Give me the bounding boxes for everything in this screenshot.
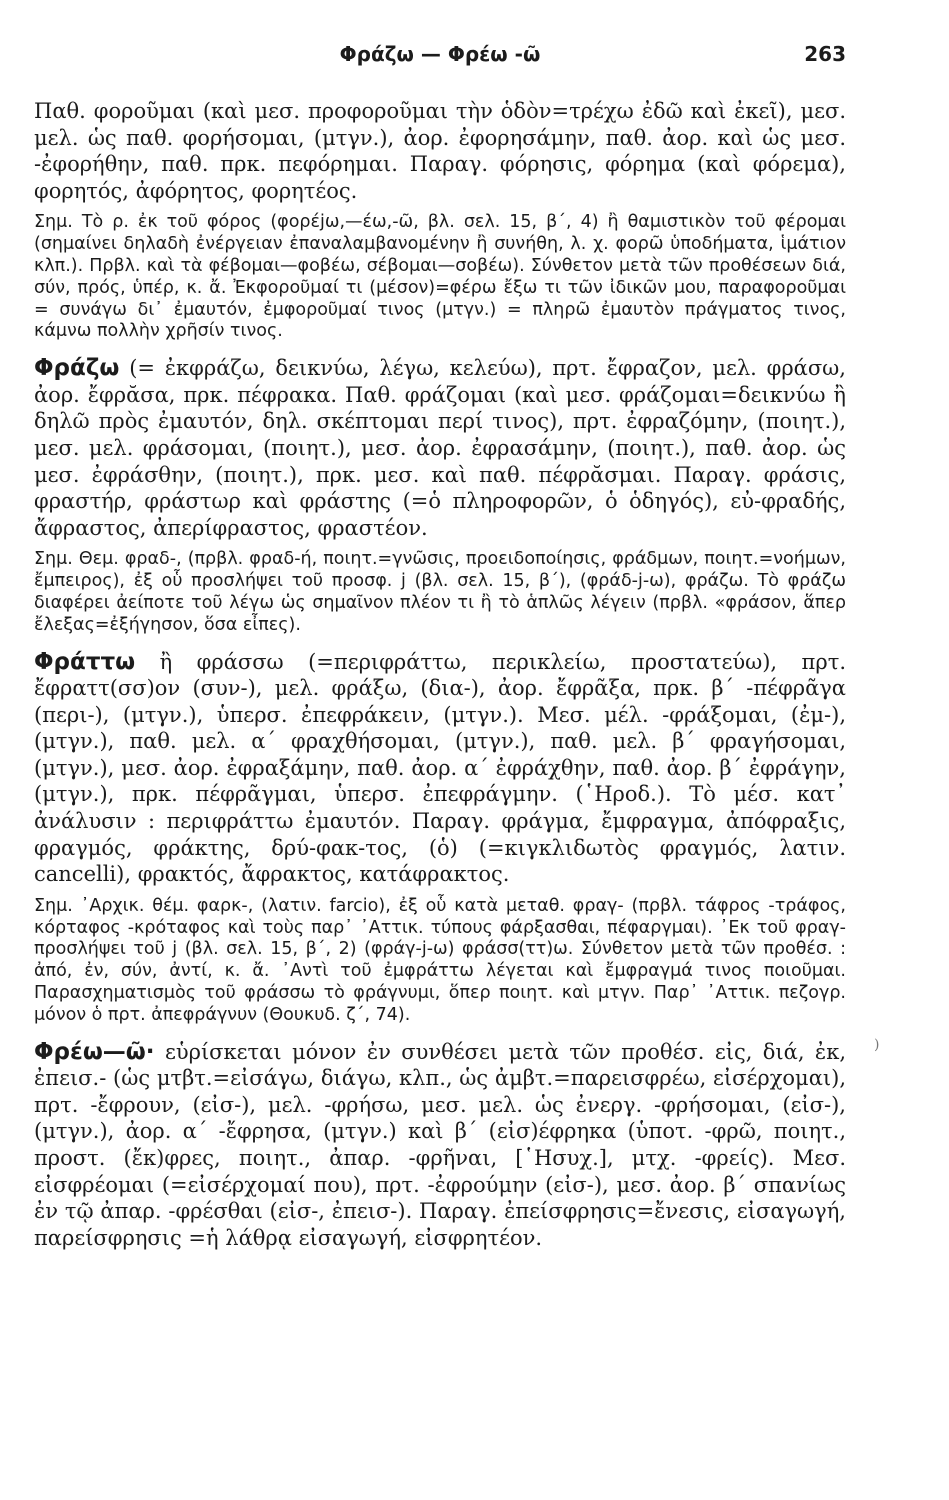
entry-text: εὑρίσκεται μόνον ἐν συνθέσει μετὰ τῶν προθέσ. εἰς, διά, ἐκ, ἐπεισ.- (ὡς μτβτ.=εἰσάγω, διάγω, κλπ., ὡς ἀμβτ.=παρεισφρέω, εἰσέρχομαι), πρτ. -ἔφρουν, (εἰσ-), μελ. -φρήσω, μεσ. μελ. ὡς ἐνεργ. -φρήσομαι, (εἰσ-), (μτγν.), ἀορ. α΄ -ἔφρησα, (μτγν.) καὶ β΄ (εἰσ)έφρηκα (ὑποτ. -φρῶ, ποιητ., προστ. (ἔκ)φρες, ποιητ., ἀπαρ. -φρῆναι, [῾Ησυχ.], μτχ. -φρείς). Μεσ. εἰσφρέομαι (=εἰσέρχομαί που), πρτ. -ἐφρούμην (εἰσ-), μεσ. ἀορ. β΄ σπανίως ἐν τῷ ἀπαρ. -φρέσθαι (εἰσ-, ἐπεισ-). Παραγ. ἐπείσφρησις=ἔνεσις, εἰσαγωγή, παρείσφρησις =ἡ λάθρᾳ εἰσαγωγή, εἰσφρητέον. [34, 1039, 846, 1250]
entry-text: ἢ φράσσω (=περιφράττω, περικλείω, προστατεύω), πρτ. ἔφραττ(σσ)ον (συν-), μελ. φράξω, (δια-), ἀορ. ἔφρᾶξα, πρκ. β΄ -πέφρᾶγα (περι-), (μτγν.), ὑπερσ. ἐπεφράκειν, (μτγν.). Μεσ. μέλ. -φράξομαι, (ἐμ-), (μτγν.), παθ. μελ. α΄ φραχθήσομαι, (μτγν.), παθ. μελ. β΄ φραγήσομαι, (μτγν.), μεσ. ἀορ. ἐφραξάμην, παθ. ἀορ. α΄ ἐφράχθην, παθ. ἀορ. β΄ ἐφράγην, (μτγν.), πρκ. πέφρᾶγμαι, ὑπερσ. ἐπεφράγμην. (῾Ηροδ.). Τὸ μέσ. κατ᾿ ἀνάλυσιν : περιφράττω ἐμαυτόν. Παραγ. φράγμα, ἔμφραγμα, ἀπόφραξις, φραγμός, φράκτης, δρύ-φακ-τος, (ὁ) (=κιγκλιδωτὸς φραγμός, λατιν. cancelli), φρακτός, ἄφρακτος, κατάφρακτος. [34, 649, 846, 887]
page-header [34, 42, 846, 82]
entry-continuation [34, 98, 846, 204]
running-head: Φράζω — Φρέω -ῶ [339, 42, 541, 66]
entry-phrazo [34, 355, 846, 541]
entry-phreo [34, 1039, 846, 1252]
margin-mark: ) [874, 1037, 880, 1053]
entry-note: Σημ. ᾿Αρχικ. θέμ. φαρκ-, (λατιν. farcio), ἐξ οὗ κατὰ μεταθ. φραγ- (πρβλ. τάφρος -τράφος, κόρταφος -κρόταφος καὶ τοὺς παρ᾿ ᾿Αττικ. τύπους φάρξασθαι, πέφαργμαι). ᾿Εκ τοῦ φραγ- προσλήψει τοῦ j (βλ. σελ. 15, β΄, 2) (φράγ-j-ω) φράσσ(ττ)ω. Σύνθετον μετὰ τῶν προθέσ. : ἀπό, ἐν, σύν, ἀντί, κ. ἄ. ᾿Αντὶ τοῦ ἐμφράττω λέγεται καὶ ἔμφραγμά τινος ποιοῦμαι. Παρασχηματισμὸς τοῦ φράσσω τὸ φράγνυμι, ὅπερ ποιητ. καὶ μτγν. Παρ᾿ ᾿Αττικ. πεζογρ. μόνον ὁ πρτ. ἀπεφράγνυν (Θουκυδ. ζ΄, 74). [34, 895, 846, 1025]
entry-note: Σημ. Τὸ ρ. ἐκ τοῦ φόρος (φορέjω,—έω,-ῶ, βλ. σελ. 15, β΄, 4) ἢ θαμιστικὸν τοῦ φέρομαι (σημαίνει δηλαδὴ ἐνέργειαν ἐπαναλαμβανομένην ἢ συνήθη, λ. χ. φορῶ ὑποδήματα, ἱμάτιον κλπ.). Πρβλ. καὶ τὰ φέβομαι—φοβέω, σέβομαι—σοβέω). Σύνθετον μετὰ τῶν προθέσεων διά, σύν, πρός, ὑπέρ, κ. ἄ. Ἐκφοροῦμαί τι (μέσον)=φέρω ἔξω τι τῶν ἰδικῶν μου, παραφοροῦμαι = συνάγω δι᾿ ἐμαυτόν, ἐμφοροῦμαί τινος (μτγν.) = πληρῶ ἐμαυτὸν πράγματος τινος, κάμνω πολλὴν χρῆσίν τινος. [34, 212, 846, 342]
entry-phratto [34, 649, 846, 888]
dictionary-text [34, 98, 846, 1251]
entry-lemma: Φρέω—ῶ· [34, 1038, 155, 1065]
entry-text: (= ἐκφράζω, δεικνύω, λέγω, κελεύω), πρτ. ἔφραζον, μελ. φράσω, ἀορ. ἔφρᾰσα, πρκ. πέφρακα. Παθ. φράζομαι (καὶ μεσ. φράζομαι=δεικνύω ἢ δηλῶ πρὸς ἐμαυτόν, δηλ. σκέπτομαι περί τινος), πρτ. ἐφραζόμην, (ποιητ.), μεσ. μελ. φράσομαι, (ποιητ.), μεσ. ἀορ. ἐφρασάμην, (ποιητ.), παθ. ἀορ. ὡς μεσ. ἐφράσθην, (ποιητ.), πρκ. μεσ. καὶ παθ. πέφρᾰσμαι. Παραγ. φράσις, φραστήρ, φράστωρ καὶ φράστης (=ὁ πληροφορῶν, ὁ ὁδηγός), εὐ-φραδής, ἄφραστος, ἀπερίφραστος, φραστέον. [34, 356, 846, 540]
entry-lemma: Φράττω [34, 648, 136, 675]
page-number: 263 [804, 42, 846, 66]
book-page [34, 42, 846, 1259]
entry-lemma: Φράζω [34, 355, 120, 382]
entry-note: Σημ. Θεμ. φραδ-, (πρβλ. φραδ-ή, ποιητ.=γνῶσις, προειδοποίησις, φράδμων, ποιητ.=νοήμων, ἔμπειρος), ἐξ οὗ προσλήψει τοῦ προσφ. j (βλ. σελ. 15, β΄), (φράδ-j-ω), φράζω. Τὸ φράζω διαφέρει ἀείποτε τοῦ λέγω ὡς σημαῖνον πλέον τι ἢ τὸ ἁπλῶς λέγειν (πρβλ. «φράσον, ἅπερ ἔλεξας=ἐξήγησον, ὅσα εἶπες). [34, 549, 846, 635]
entry-text: Παθ. φοροῦμαι (καὶ μεσ. προφοροῦμαι τὴν ὁδὸν=τρέχω ἐδῶ καὶ ἐκεῖ), μεσ. μελ. ὡς παθ. φορήσομαι, (μτγν.), ἀορ. ἐφορησάμην, παθ. ἀορ. καὶ ὡς μεσ. -ἐφορήθην, παθ. πρκ. πεφόρημαι. Παραγ. φόρησις, φόρημα (καὶ φόρεμα), φορητός, ἀφόρητος, φορητέος. [34, 99, 846, 203]
